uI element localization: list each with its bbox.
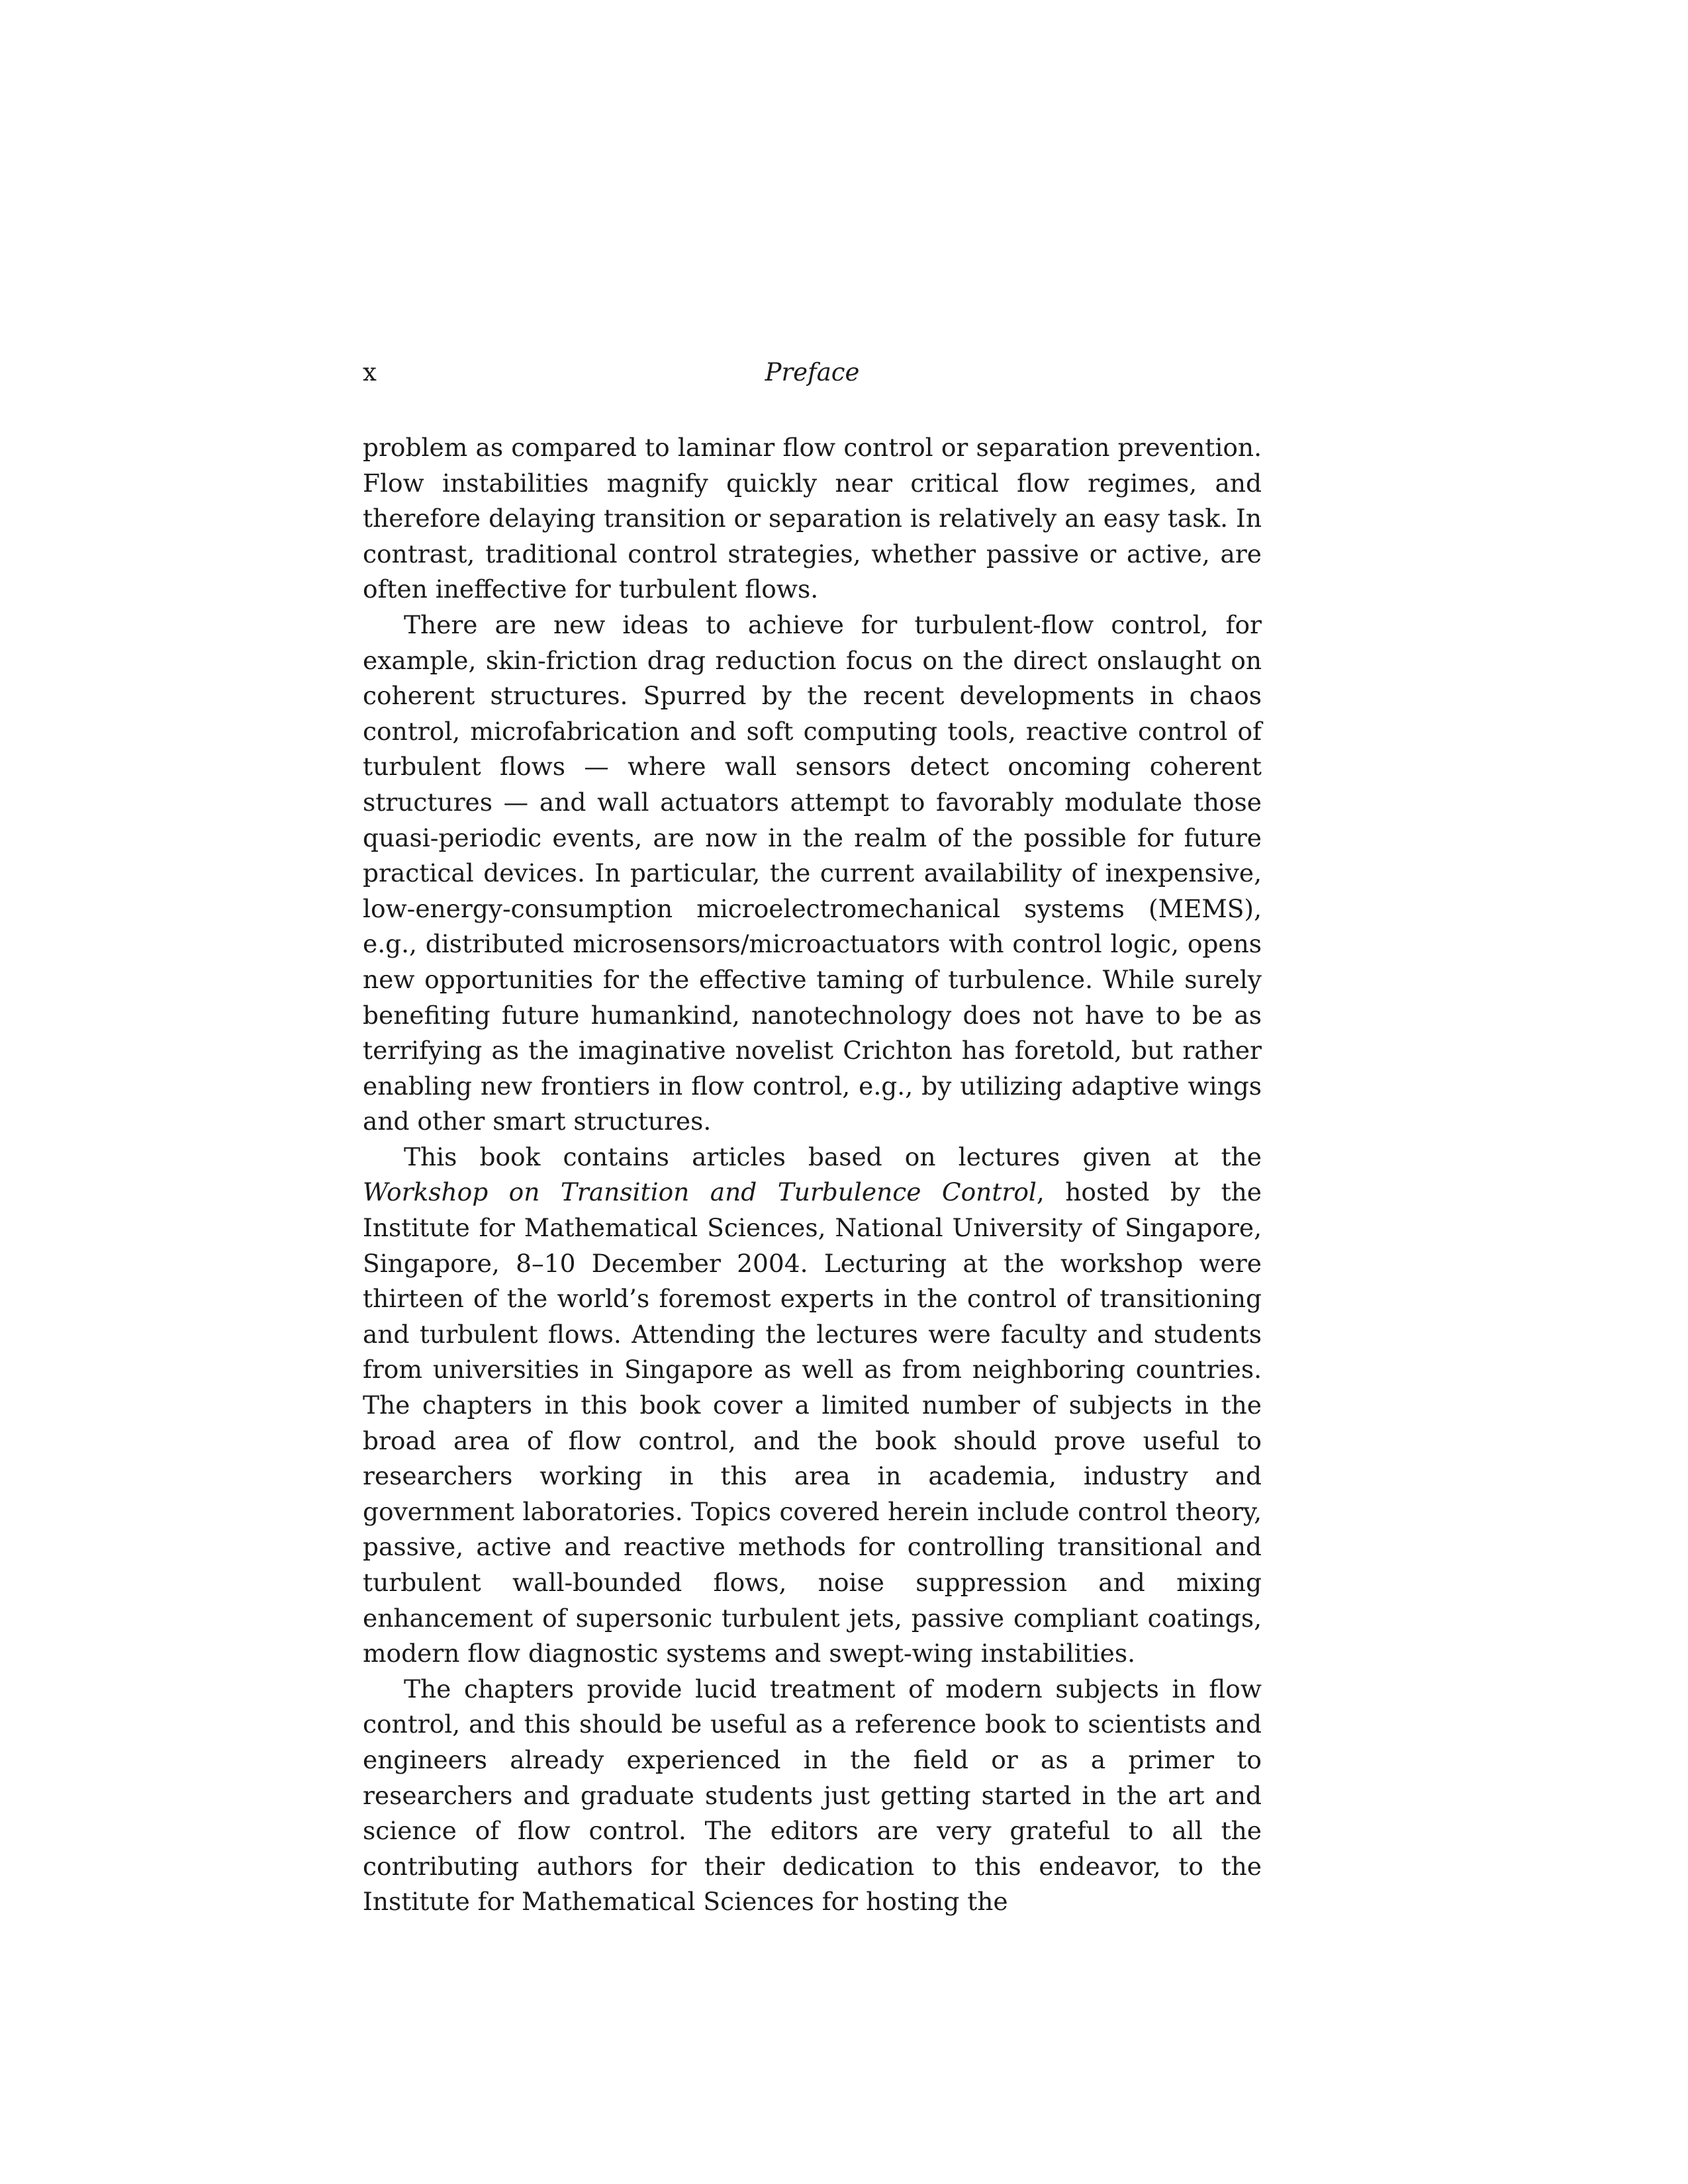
paragraph-continuation: problem as compared to laminar flow control or separation prevention. Flow instabilities magnify quickly near critical flow regimes, and therefore delaying transition or separation is relatively an easy task. In contrast, traditional control strategies, whether passive or active, are often ineffective for turbulent flows. (363, 433, 1262, 604)
workshop-title: Workshop on Transition and Turbulence Control (363, 1177, 1037, 1207)
paragraph-text-before: This book contains articles based on lectures given at the (404, 1142, 1262, 1171)
paragraph-chapters: The chapters provide lucid treatment of modern subjects in flow control, and this should be useful as a reference book to scientists and engineers already experienced in the field or as a primer to researchers and graduate students just getting started in the art and science of flow control. The editors are very grateful to all the contributing authors for their dedication to this endeavor, to the Institute for Mathematical Sciences for hosting the (363, 1674, 1262, 1917)
paragraph-new-ideas: There are new ideas to achieve for turbulent-flow control, for example, skin-friction drag reduction focus on the direct onslaught on coherent structures. Spurred by the recent developments in chaos control, microfabrication and soft computing tools, reactive control of turbulent flows — where wall sensors detect oncoming coherent structures — and wall actuators attempt to favorably modulate those quasi-periodic events, are now in the realm of the possible for future practical devices. In particular, the current availability of inexpensive, low-energy-consumption microelectromechanical systems (MEMS), e.g., distributed microsensors/microactuators with control logic, opens new opportunities for the effective taming of turbulence. While surely benefiting future humankind, nanotechnology does not have to be as terrifying as the imaginative novelist Crichton has foretold, but rather enabling new frontiers in flow control, e.g., by utilizing adaptive wings and other smart structures. (363, 610, 1262, 1136)
paragraph-book-contents (363, 1140, 1262, 1672)
paragraph-text-after: , hosted by the Institute for Mathematical Sciences, National University of Singapore, Singapore, 8–10 December 2004. Lecturing at the workshop were thirteen of the world’s foremost experts in the control of transitioning and turbulent flows. Attending the lectures were faculty and students from universities in Singapore as well as from neighboring countries. The chapters in this book cover a limited number of subjects in the broad area of flow control, and the book should prove useful to researchers working in this area in academia, industry and government laboratories. Topics covered herein include control theory, passive, active and reactive methods for controlling transitional and turbulent wall-bounded flows, noise suppression and mixing enhancement of supersonic turbulent jets, passive compliant coatings, modern flow diagnostic systems and swept-wing instabilities. (363, 1177, 1262, 1668)
running-head (363, 349, 1262, 396)
running-title: Preface (765, 358, 860, 387)
body-text (363, 430, 1262, 1920)
page-number: x (363, 358, 377, 387)
